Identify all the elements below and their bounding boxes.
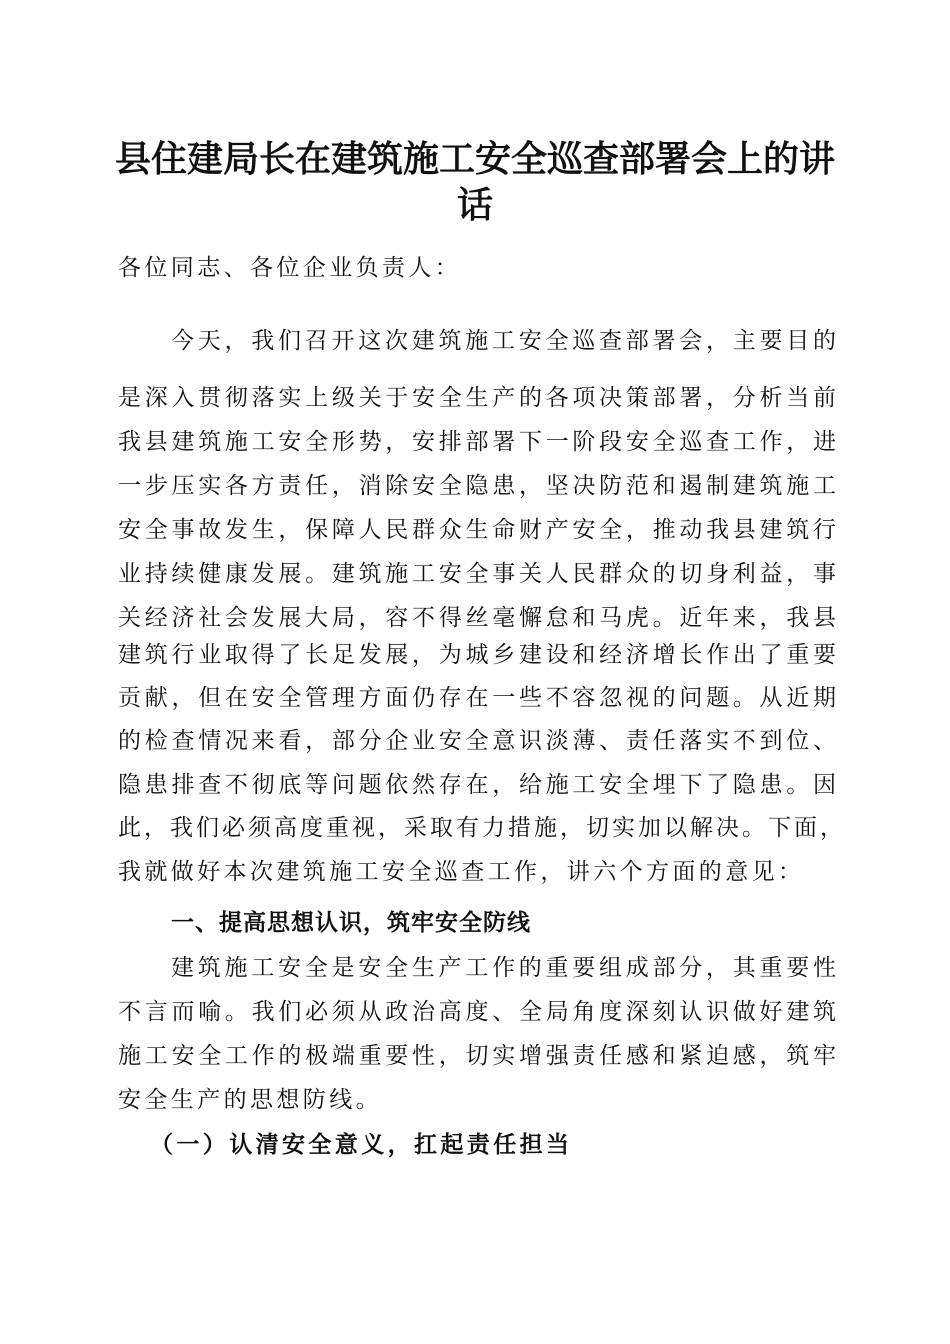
- text-line: 不言而喻。我们必须从政治高度、全局角度深刻认识做好建筑: [118, 999, 836, 1025]
- text-line: 是深入贯彻落实上级关于安全生产的各项决策部署，分析当前: [118, 385, 836, 411]
- text-line: 安全生产的思想防线。: [118, 1087, 382, 1113]
- text-line: 施工安全工作的极端重要性，切实增强责任感和紧迫感，筑牢: [118, 1043, 836, 1069]
- text-line: 关经济社会发展大局，容不得丝毫懈怠和马虎。近年来，我县: [118, 605, 836, 631]
- text-line: 建筑行业取得了长足发展，为城乡建设和经济增长作出了重要: [118, 642, 836, 668]
- salutation: 各位同志、各位企业负责人：: [118, 255, 462, 281]
- text-line: 我县建筑施工安全形势，安排部署下一阶段安全巡查工作，进: [118, 429, 836, 455]
- text-line: 的检查情况来看，部分企业安全意识淡薄、责任落实不到位、: [118, 728, 836, 754]
- text-line: 建筑施工安全是安全生产工作的重要组成部分，其重要性: [171, 955, 836, 981]
- text-line: 一步压实各方责任，消除安全隐患，坚决防范和遏制建筑施工: [118, 473, 836, 499]
- text-line: 此，我们必须高度重视，采取有力措施，切实加以解决。下面，: [118, 815, 843, 841]
- text-line: 今天，我们召开这次建筑施工安全巡查部署会，主要目的: [171, 328, 836, 354]
- text-line: 安全事故发生，保障人民群众生命财产安全，推动我县建筑行: [118, 517, 836, 543]
- subsection-heading: （一）认清安全意义，扛起责任担当: [150, 1131, 573, 1158]
- text-line: 业持续健康发展。建筑施工安全事关人民群众的切身利益，事: [118, 561, 836, 587]
- document-title: 县住建局长在建筑施工安全巡查部署会上的讲话: [114, 138, 835, 226]
- text-line: 我就做好本次建筑施工安全巡查工作，讲六个方面的意见：: [118, 859, 805, 885]
- section-heading: 一、提高思想认识，筑牢安全防线: [171, 910, 531, 936]
- text-line: 贡献，但在安全管理方面仍存在一些不容忽视的问题。从近期: [118, 685, 836, 711]
- text-line: 隐患排查不彻底等问题依然存在，给施工安全埋下了隐患。因: [118, 772, 836, 798]
